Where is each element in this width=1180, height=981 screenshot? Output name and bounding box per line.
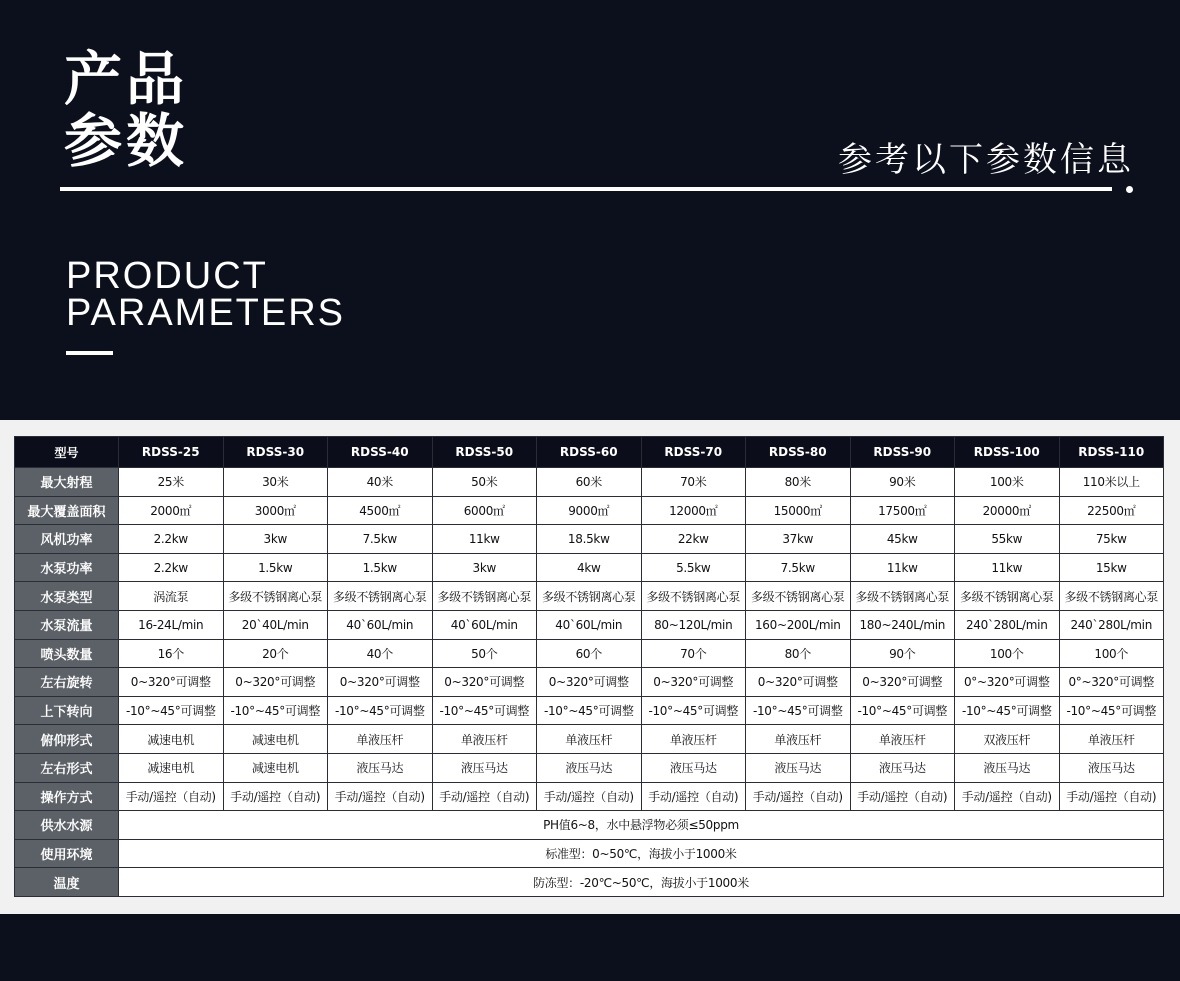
- table-cell: 75kw: [1059, 525, 1164, 554]
- table-row: [15, 753, 1164, 782]
- table-cell: 减速电机: [223, 725, 328, 754]
- table-cell: 4kw: [537, 553, 642, 582]
- table-cell: 多级不锈钢离心泵: [746, 582, 851, 611]
- row-label: 水泵功率: [15, 553, 119, 582]
- table-cell: -10°~45°可调整: [746, 696, 851, 725]
- table-cell: 70个: [641, 639, 746, 668]
- english-title-line-2: PARAMETERS: [66, 292, 346, 334]
- table-cell: 60米: [537, 468, 642, 497]
- table-cell: 3000㎡: [223, 496, 328, 525]
- english-title-line-1: PRODUCT: [66, 255, 268, 297]
- row-label: 最大射程: [15, 468, 119, 497]
- row-label: 左右旋转: [15, 668, 119, 697]
- model-header: RDSS-30: [223, 437, 328, 468]
- table-cell: 手动/遥控（自动): [223, 782, 328, 811]
- table-cell: 双液压杆: [955, 725, 1060, 754]
- table-cell: 多级不锈钢离心泵: [223, 582, 328, 611]
- accent-bar: [66, 351, 113, 355]
- table-cell: 4500㎡: [328, 496, 433, 525]
- table-cell: 15kw: [1059, 553, 1164, 582]
- table-cell: 90米: [850, 468, 955, 497]
- table-cell: 3kw: [223, 525, 328, 554]
- row-label: 上下转向: [15, 696, 119, 725]
- table-row: [15, 696, 1164, 725]
- parameters-table: [14, 436, 1164, 897]
- table-cell: 22500㎡: [1059, 496, 1164, 525]
- table-cell: 涡流泵: [119, 582, 224, 611]
- table-cell: 11kw: [850, 553, 955, 582]
- row-label: 左右形式: [15, 753, 119, 782]
- row-label: 水泵类型: [15, 582, 119, 611]
- table-cell: 液压马达: [537, 753, 642, 782]
- table-cell: 25米: [119, 468, 224, 497]
- table-cell: 单液压杆: [432, 725, 537, 754]
- merged-cell: PH值6~8，水中悬浮物必须≤50ppm: [119, 811, 1164, 840]
- table-cell: 手动/遥控（自动): [641, 782, 746, 811]
- table-cell: -10°~45°可调整: [432, 696, 537, 725]
- table-cell: 0~320°可调整: [223, 668, 328, 697]
- table-row: [15, 468, 1164, 497]
- table-cell: 7.5kw: [746, 553, 851, 582]
- table-cell: 37kw: [746, 525, 851, 554]
- table-cell: 手动/遥控（自动): [328, 782, 433, 811]
- table-cell: 100个: [955, 639, 1060, 668]
- model-header: RDSS-70: [641, 437, 746, 468]
- table-cell: 11kw: [955, 553, 1060, 582]
- table-cell: 16个: [119, 639, 224, 668]
- table-cell: 单液压杆: [850, 725, 955, 754]
- table-cell: -10°~45°可调整: [328, 696, 433, 725]
- row-label: 最大覆盖面积: [15, 496, 119, 525]
- title-line-1: 产品: [64, 45, 189, 113]
- row-label: 供水水源: [15, 811, 119, 840]
- table-cell: 100米: [955, 468, 1060, 497]
- table-cell: 液压马达: [850, 753, 955, 782]
- table-cell: 手动/遥控（自动): [432, 782, 537, 811]
- table-cell: -10°~45°可调整: [1059, 696, 1164, 725]
- parameters-panel: [0, 420, 1180, 914]
- table-cell: 90个: [850, 639, 955, 668]
- table-cell: 7.5kw: [328, 525, 433, 554]
- table-cell: 0~320°可调整: [537, 668, 642, 697]
- table-cell: 手动/遥控（自动): [537, 782, 642, 811]
- table-cell: 30米: [223, 468, 328, 497]
- row-label: 温度: [15, 868, 119, 897]
- table-cell: 2.2kw: [119, 553, 224, 582]
- table-cell: -10°~45°可调整: [641, 696, 746, 725]
- divider-line: [60, 187, 1112, 191]
- table-cell: 22kw: [641, 525, 746, 554]
- hero-section: [0, 0, 1180, 420]
- table-cell: 手动/遥控（自动): [746, 782, 851, 811]
- table-cell: 多级不锈钢离心泵: [1059, 582, 1164, 611]
- table-cell: 40`60L/min: [328, 610, 433, 639]
- table-cell: 40米: [328, 468, 433, 497]
- model-header: RDSS-60: [537, 437, 642, 468]
- table-cell: 100个: [1059, 639, 1164, 668]
- table-cell: 11kw: [432, 525, 537, 554]
- table-cell: 9000㎡: [537, 496, 642, 525]
- table-cell: 单液压杆: [641, 725, 746, 754]
- model-header: RDSS-110: [1059, 437, 1164, 468]
- table-row: [15, 525, 1164, 554]
- table-cell: 240`280L/min: [1059, 610, 1164, 639]
- table-row: [15, 725, 1164, 754]
- model-header: RDSS-50: [432, 437, 537, 468]
- table-row: [15, 782, 1164, 811]
- table-cell: 液压马达: [746, 753, 851, 782]
- table-cell: 0~320°可调整: [641, 668, 746, 697]
- table-cell: 45kw: [850, 525, 955, 554]
- table-cell: 0°~320°可调整: [1059, 668, 1164, 697]
- table-cell: 20000㎡: [955, 496, 1060, 525]
- model-header: RDSS-100: [955, 437, 1060, 468]
- table-cell: 多级不锈钢离心泵: [955, 582, 1060, 611]
- table-cell: 160~200L/min: [746, 610, 851, 639]
- model-header: RDSS-25: [119, 437, 224, 468]
- title-line-2: 参数: [64, 107, 189, 175]
- table-cell: 12000㎡: [641, 496, 746, 525]
- table-cell: 0~320°可调整: [328, 668, 433, 697]
- model-header: RDSS-40: [328, 437, 433, 468]
- merged-cell: 防冻型：-20℃~50℃，海拔小于1000米: [119, 868, 1164, 897]
- table-cell: 液压马达: [955, 753, 1060, 782]
- table-cell: 手动/遥控（自动): [850, 782, 955, 811]
- table-row: [15, 553, 1164, 582]
- row-label: 操作方式: [15, 782, 119, 811]
- row-label: 喷头数量: [15, 639, 119, 668]
- table-cell: 减速电机: [223, 753, 328, 782]
- table-cell: 手动/遥控（自动): [1059, 782, 1164, 811]
- table-cell: 单液压杆: [1059, 725, 1164, 754]
- table-cell: -10°~45°可调整: [955, 696, 1060, 725]
- table-cell: 液压马达: [432, 753, 537, 782]
- table-row: [15, 839, 1164, 868]
- table-cell: 多级不锈钢离心泵: [328, 582, 433, 611]
- table-cell: -10°~45°可调整: [850, 696, 955, 725]
- table-cell: 2.2kw: [119, 525, 224, 554]
- row-label: 俯仰形式: [15, 725, 119, 754]
- table-cell: 0~320°可调整: [746, 668, 851, 697]
- table-cell: 2000㎡: [119, 496, 224, 525]
- row-label: 风机功率: [15, 525, 119, 554]
- table-cell: 55kw: [955, 525, 1060, 554]
- page-title: [64, 45, 189, 175]
- table-cell: 多级不锈钢离心泵: [432, 582, 537, 611]
- model-header: RDSS-90: [850, 437, 955, 468]
- row-label: 使用环境: [15, 839, 119, 868]
- table-cell: 16-24L/min: [119, 610, 224, 639]
- table-cell: -10°~45°可调整: [537, 696, 642, 725]
- header-row: [15, 437, 1164, 468]
- table-cell: 50米: [432, 468, 537, 497]
- english-title: [66, 255, 346, 334]
- table-cell: 0~320°可调整: [432, 668, 537, 697]
- table-cell: 40`60L/min: [537, 610, 642, 639]
- table-cell: 240`280L/min: [955, 610, 1060, 639]
- table-cell: 0°~320°可调整: [955, 668, 1060, 697]
- table-cell: 多级不锈钢离心泵: [850, 582, 955, 611]
- table-row: [15, 811, 1164, 840]
- row-label: 水泵流量: [15, 610, 119, 639]
- table-row: [15, 668, 1164, 697]
- table-cell: 手动/遥控（自动): [955, 782, 1060, 811]
- table-row: [15, 582, 1164, 611]
- footer-band: [0, 914, 1180, 981]
- table-cell: 70米: [641, 468, 746, 497]
- table-cell: 减速电机: [119, 725, 224, 754]
- table-row: [15, 639, 1164, 668]
- table-cell: 1.5kw: [328, 553, 433, 582]
- table-cell: -10°~45°可调整: [119, 696, 224, 725]
- table-cell: 80~120L/min: [641, 610, 746, 639]
- table-cell: 15000㎡: [746, 496, 851, 525]
- divider-dot: [1126, 186, 1133, 193]
- table-row: [15, 868, 1164, 897]
- table-cell: 多级不锈钢离心泵: [641, 582, 746, 611]
- corner-cell: 型号: [15, 437, 119, 468]
- table-cell: 单液压杆: [537, 725, 642, 754]
- table-cell: 40个: [328, 639, 433, 668]
- table-cell: 液压马达: [328, 753, 433, 782]
- table-cell: 20`40L/min: [223, 610, 328, 639]
- table-row: [15, 610, 1164, 639]
- table-cell: 减速电机: [119, 753, 224, 782]
- table-cell: 1.5kw: [223, 553, 328, 582]
- merged-cell: 标准型：0~50℃，海拔小于1000米: [119, 839, 1164, 868]
- table-cell: 80个: [746, 639, 851, 668]
- table-cell: 60个: [537, 639, 642, 668]
- table-cell: 3kw: [432, 553, 537, 582]
- table-cell: 18.5kw: [537, 525, 642, 554]
- table-cell: 180~240L/min: [850, 610, 955, 639]
- table-cell: 单液压杆: [746, 725, 851, 754]
- table-cell: 80米: [746, 468, 851, 497]
- table-cell: 50个: [432, 639, 537, 668]
- table-cell: 40`60L/min: [432, 610, 537, 639]
- table-row: [15, 496, 1164, 525]
- table-cell: 17500㎡: [850, 496, 955, 525]
- table-cell: 液压马达: [641, 753, 746, 782]
- table-cell: 多级不锈钢离心泵: [537, 582, 642, 611]
- table-cell: 液压马达: [1059, 753, 1164, 782]
- model-header: RDSS-80: [746, 437, 851, 468]
- table-cell: 20个: [223, 639, 328, 668]
- table-cell: -10°~45°可调整: [223, 696, 328, 725]
- table-cell: 手动/遥控（自动): [119, 782, 224, 811]
- table-cell: 0~320°可调整: [119, 668, 224, 697]
- table-cell: 5.5kw: [641, 553, 746, 582]
- table-cell: 0~320°可调整: [850, 668, 955, 697]
- table-cell: 单液压杆: [328, 725, 433, 754]
- subtitle: 参考以下参数信息: [838, 140, 1134, 180]
- table-cell: 110米以上: [1059, 468, 1164, 497]
- table-cell: 6000㎡: [432, 496, 537, 525]
